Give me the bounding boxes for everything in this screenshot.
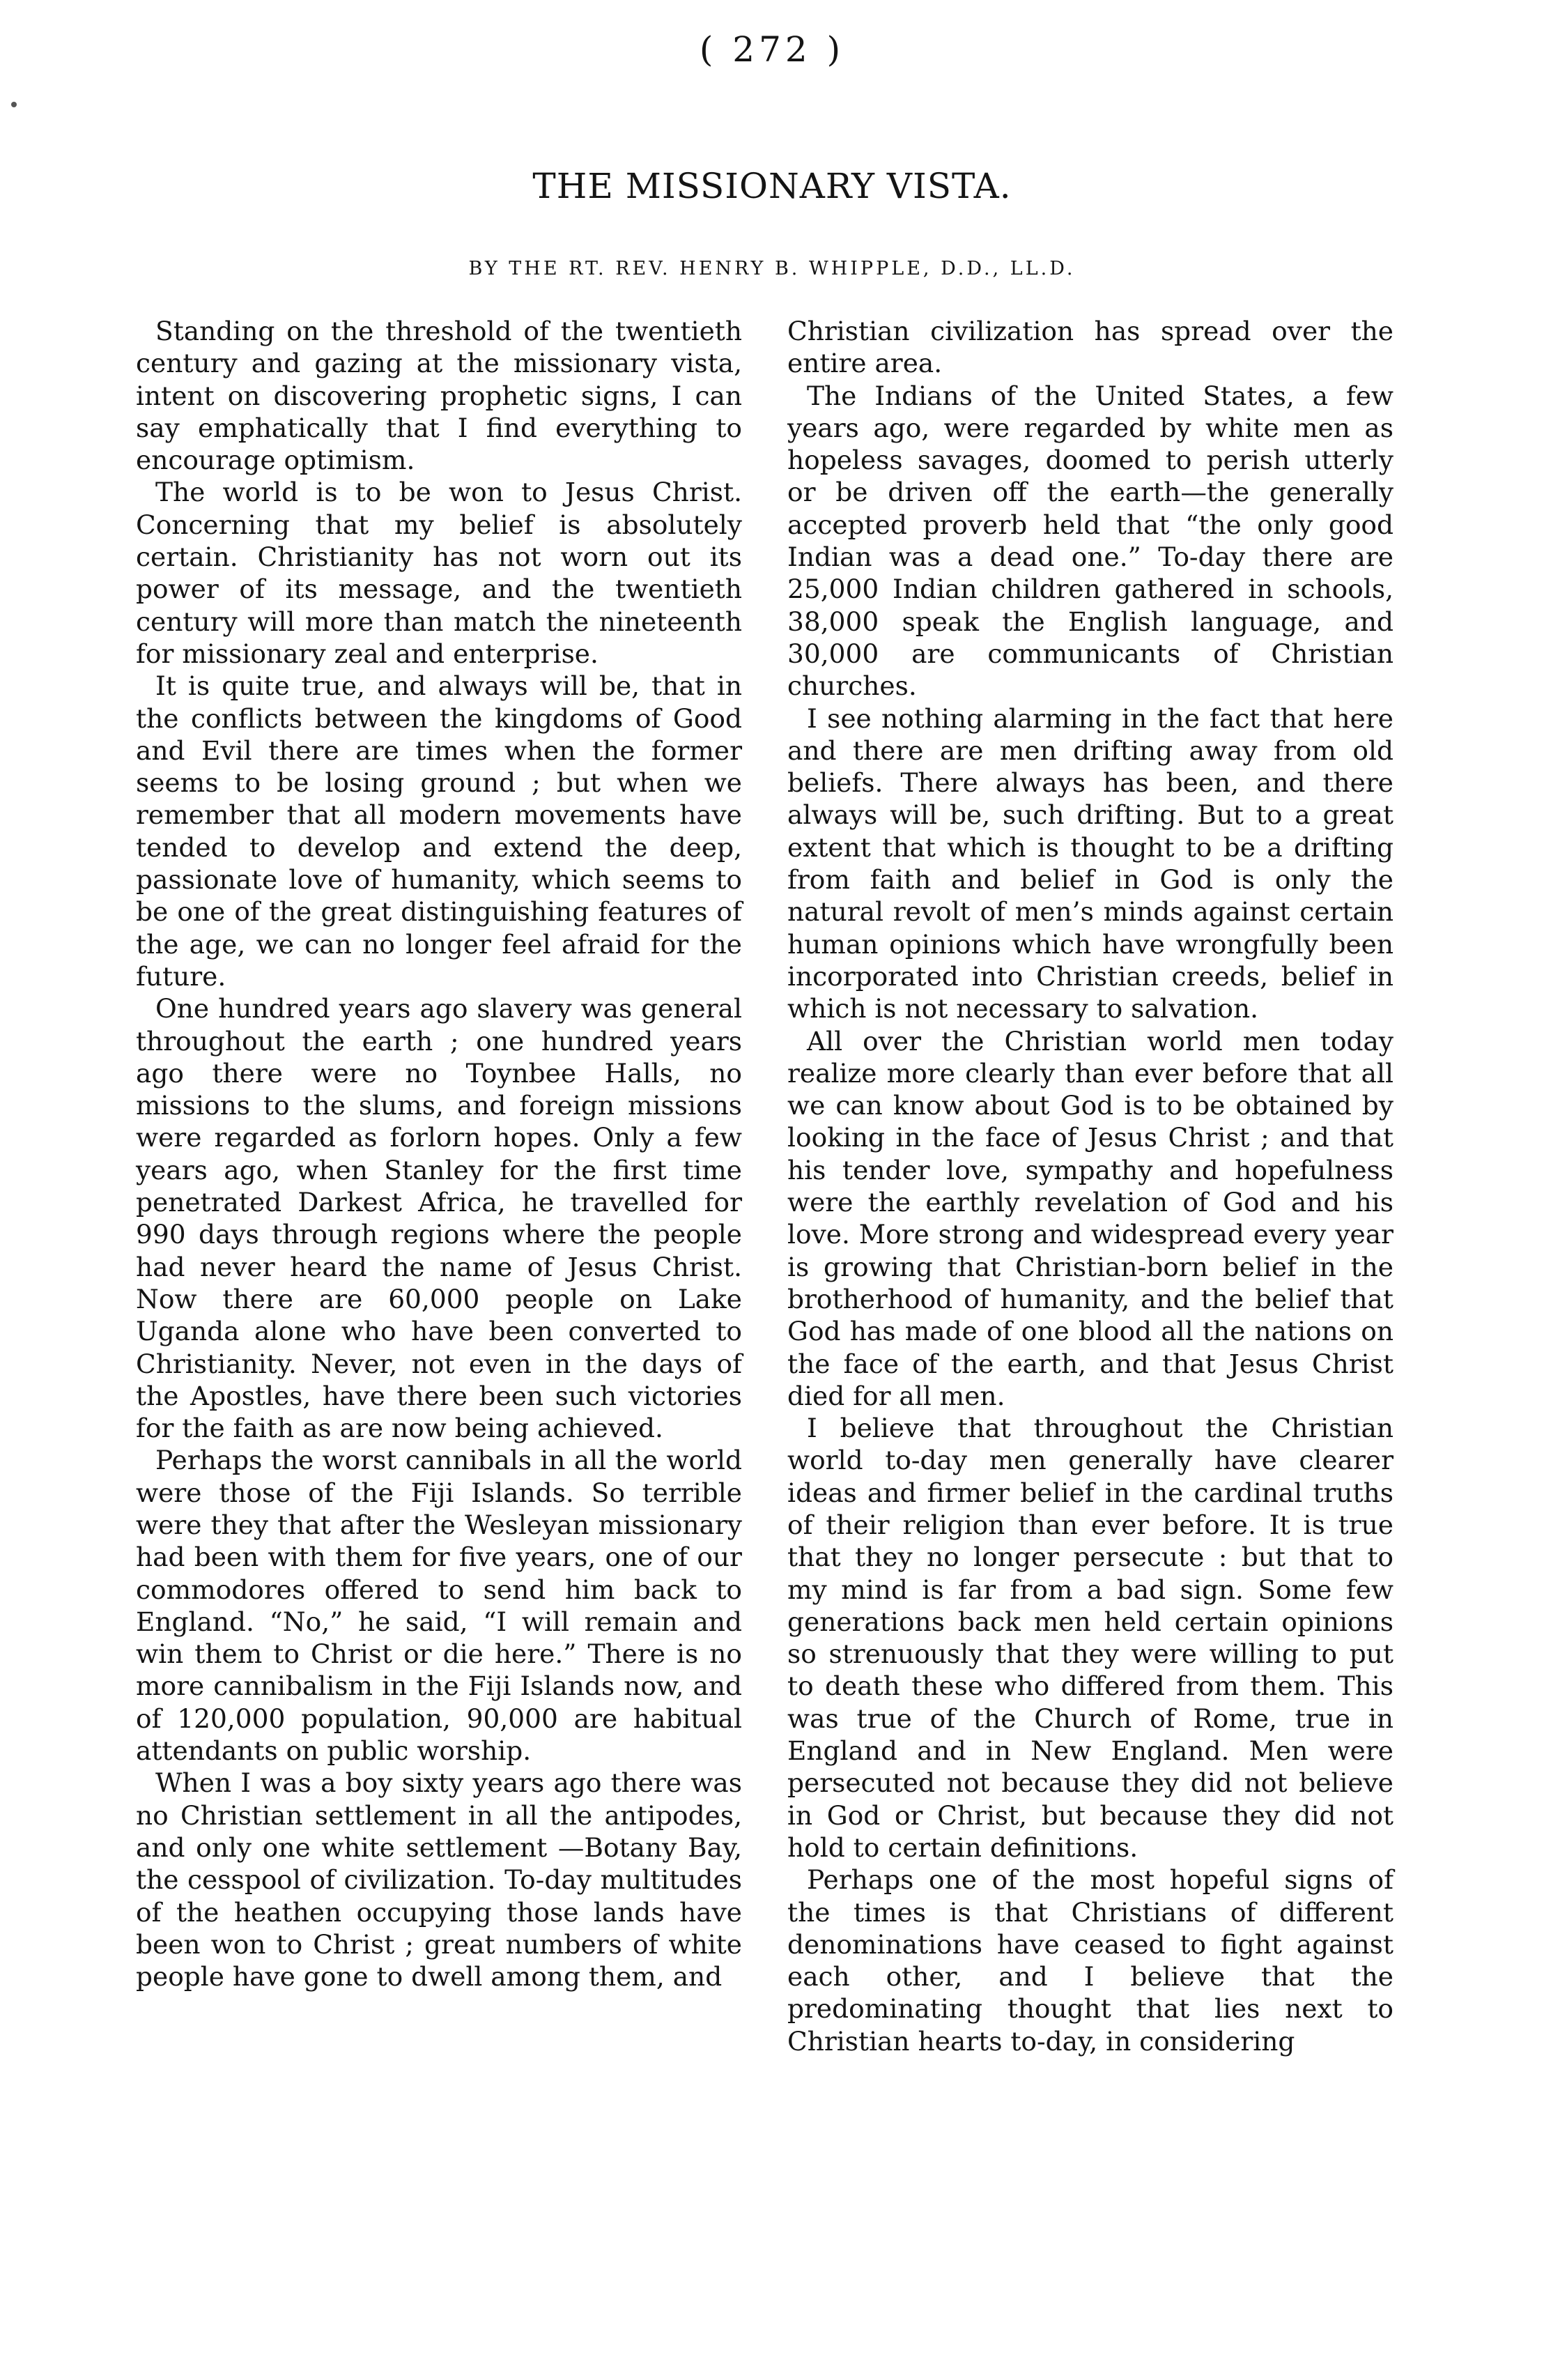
paragraph-continuation: Christian civilization has spread over the entire area.	[787, 316, 1394, 379]
print-speck	[11, 102, 17, 107]
paragraph: I believe that throughout the Christian world to-day men generally have clearer ideas and firmer belief in the cardinal truths of their religion than ever before. It is true that they no longer persecute : but that to my mind is far from a bad sign. Some few generations back men held certain opinions so strenuously that they were willing to put to death these who differed from them. This was true of the Church of Rome, true in England and in New England. Men were persecuted not because they did not believe in God or Christ, but because they did not hold to certain definitions.	[787, 1413, 1394, 1863]
paragraph: One hundred years ago slavery was general throughout the earth ; one hundred years ago there were no Toynbee Halls, no missions to the slums, and foreign missions were regarded as forlorn hopes. Only a few years ago, when Stanley for the first time penetrated Darkest Africa, he travelled for 990 days through regions where the people had never heard the name of Jesus Christ. Now there are 60,000 people on Lake Uganda alone who have been converted to Christianity. Never, not even in the days of the Apostles, have there been such victories for the faith as are now being achieved.	[136, 993, 742, 1444]
left-column	[136, 315, 742, 1993]
paragraph: The Indians of the United States, a few years ago, were regarded by white men as hopeless savages, doomed to perish utterly or be driven off the earth—the generally accepted proverb held that “the only good Indian was a dead one.” To-day there are 25,000 Indian children gathered in schools, 38,000 speak the English language, and 30,000 are communicants of Christian churches.	[787, 380, 1394, 702]
right-column	[787, 315, 1394, 2057]
page-number: ( 272 )	[699, 29, 845, 70]
article-title: THE MISSIONARY VISTA.	[532, 166, 1012, 206]
paragraph: Perhaps the worst cannibals in all the world were those of the Fiji Islands. So terrible were they that after the Wesleyan missionary had been with them for five years, one of our commodores offered to send him back to England. “No,” he said, “I will remain and win them to Christ or die here.” There is no more cannibalism in the Fiji Islands now, and of 120,000 population, 90,000 are habitual attendants on public worship.	[136, 1445, 742, 1767]
paragraph: Standing on the threshold of the twentieth century and gazing at the missionary vista, intent on discovering prophetic signs, I can say emphatically that I find everything to encourage optimism.	[136, 316, 742, 476]
paragraph: Perhaps one of the most hopeful signs of the times is that Christians of different denominations have ceased to fight against each other, and I believe that the predominating thought that lies next to Christian hearts to-day, in considering	[787, 1864, 1394, 2057]
paragraph: All over the Christian world men today realize more clearly than ever before that all we can know about God is to be obtained by looking in the face of Jesus Christ ; and that his tender love, sympathy and hopefulness were the earthly revelation of God and his love. More strong and widespread every year is growing that Christian-born belief in the brotherhood of humanity, and the belief that God has made of one blood all the nations on the face of the earth, and that Jesus Christ died for all men.	[787, 1025, 1394, 1411]
paragraph: When I was a boy sixty years ago there was no Christian settlement in all the antipodes, and only one white settlement —Botany Bay, the cesspool of civilization. To-day multitudes of the heathen occupying those lands have been won to Christ ; great numbers of white people have gone to dwell among them, and	[136, 1767, 742, 1993]
paragraph: The world is to be won to Jesus Christ. Concerning that my belief is absolutely certain. Christianity has not worn out its power of its message, and the twentieth century will more than match the nineteenth for missionary zeal and enterprise.	[136, 477, 742, 669]
paragraph: I see nothing alarming in the fact that here and there are men drifting away from old beliefs. There always has been, and there always will be, such drifting. But to a great extent that which is thought to be a drifting from faith and belief in God is only the natural revolt of men’s minds against certain human opinions which have wrongfully been incorporated into Christian creeds, belief in which is not necessary to salvation.	[787, 703, 1394, 1024]
paragraph: It is quite true, and always will be, that in the conflicts between the kingdoms of Good and Evil there are times when the former seems to be losing ground ; but when we remember that all modern movements have tended to develop and extend the deep, passionate love of humanity, which seems to be one of the great distinguishing features of the age, we can no longer feel afraid for the future.	[136, 670, 742, 992]
article-byline: BY THE RT. REV. HENRY B. WHIPPLE, D.D., LL.D.	[468, 258, 1076, 279]
